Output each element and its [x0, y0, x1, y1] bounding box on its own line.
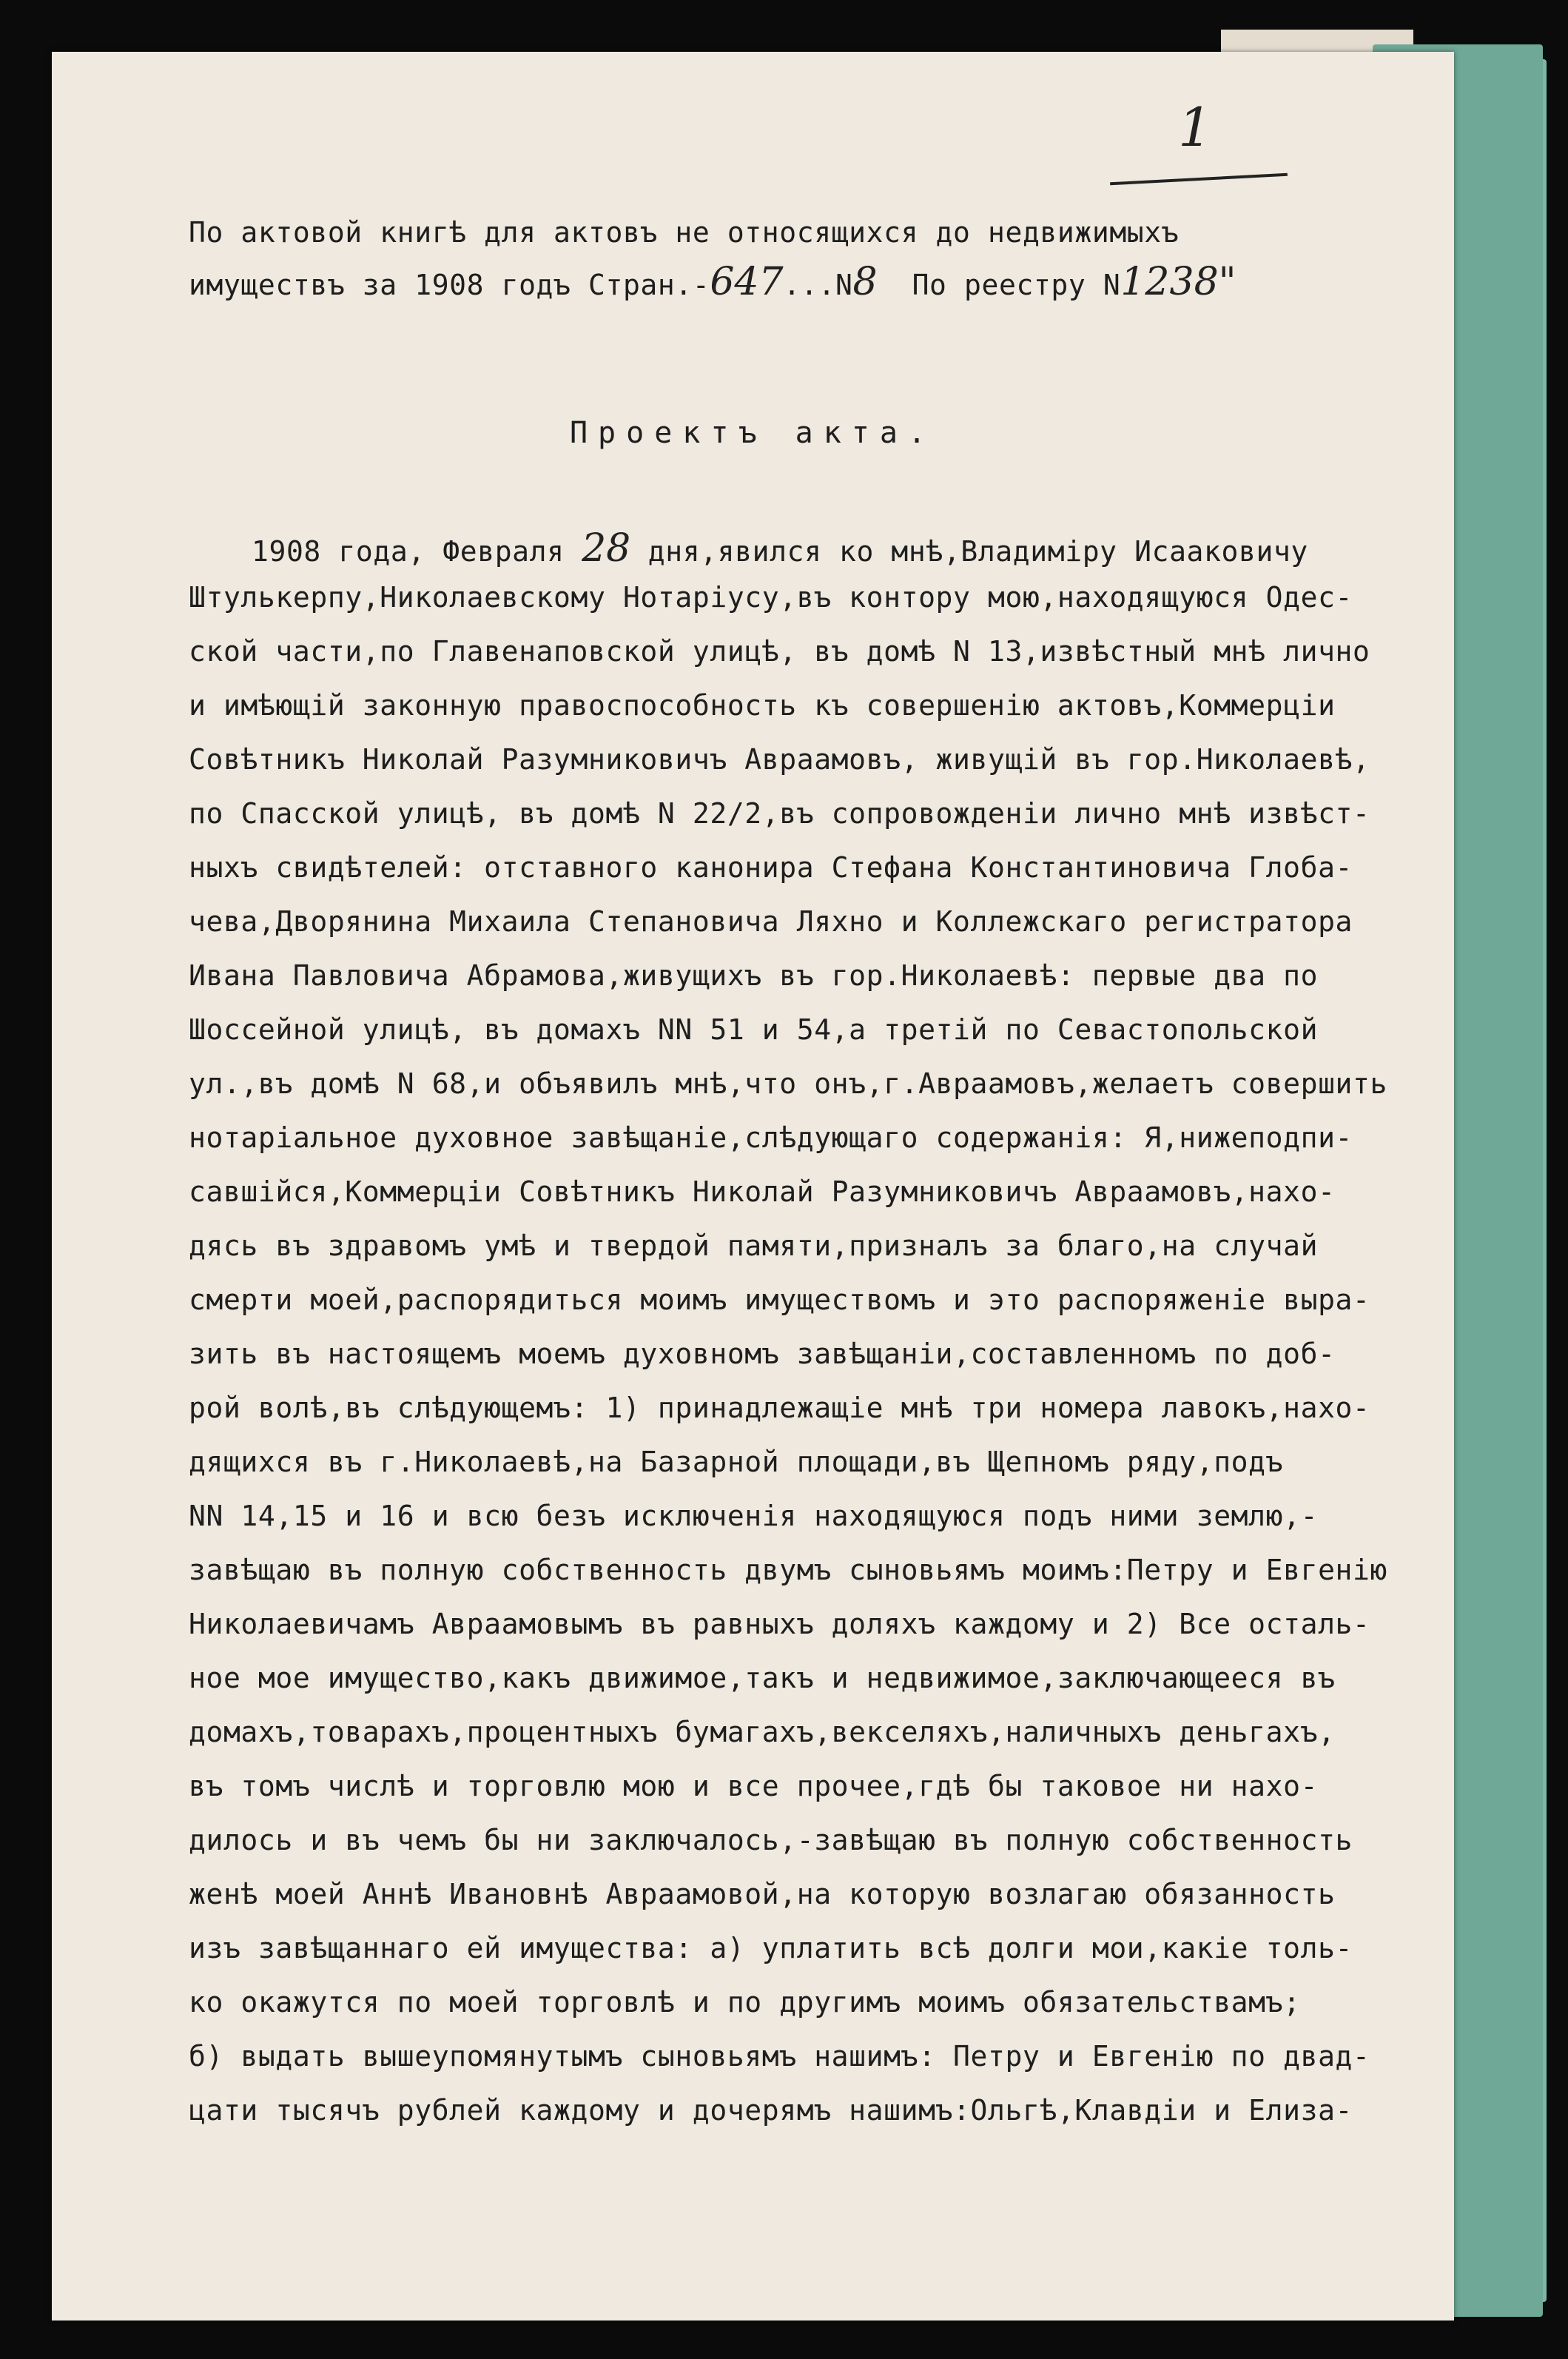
- document-page: [52, 52, 1454, 2321]
- header-line-2: [189, 260, 1447, 304]
- body-line: ныхъ свидѣтелей: отставного канонира Стефана Константиновича Глоба-: [189, 851, 1353, 884]
- body-line: зить въ настоящемъ моемъ духовномъ завѣщанiи,составленномъ по доб-: [189, 1338, 1336, 1370]
- body-line: въ томъ числѣ и торговлю мою и все прочее,гдѣ бы таковое ни нахо-: [189, 1770, 1319, 1802]
- body-line: Ивана Павловича Абрамова,живущихъ въ гор.Николаевѣ: первые два по: [189, 959, 1319, 992]
- body-first-line-suffix: дня,явился ко мнѣ,Владимiру Исааковичу: [630, 535, 1308, 568]
- header-line-2-mid: ...N: [783, 269, 853, 301]
- body-line: чева,Дворянина Михаила Степановича Ляхно и Коллежскаго регистратора: [189, 905, 1353, 938]
- body-line: изъ завѣщаннаго ей имущества: а) уплатить всѣ долги мои,какiе толь-: [189, 1932, 1353, 1964]
- body-line: Шоссейной улицѣ, въ домахъ NN 51 и 54,а третiй по Севастопольской: [189, 1013, 1319, 1046]
- body-line: Николаевичамъ Авраамовымъ въ равныхъ доляхъ каждому и 2) Все осталь-: [189, 1608, 1370, 1640]
- body-first-line-prefix: 1908 года, Февраля: [252, 535, 582, 568]
- body-line: женѣ моей Аннѣ Ивановнѣ Авраамовой,на которую возлагаю обязанность: [189, 1878, 1336, 1910]
- body-line: нотарiальное духовное завѣщанiе,слѣдующаго содержанiя: Я,нижеподпи-: [189, 1121, 1353, 1154]
- body-line: дясь въ здравомъ умѣ и твердой памяти,призналъ за благо,на случай: [189, 1229, 1319, 1262]
- body-line: ное мое имущество,какъ движимое,такъ и недвижимое,заключающееся въ: [189, 1662, 1336, 1694]
- body-line: рой волѣ,въ слѣдующемъ: 1) принадлежащiе мнѣ три номера лавокъ,нахо-: [189, 1392, 1370, 1424]
- header-line-2-suffix: По реестру N: [877, 269, 1121, 301]
- body-line: ко окажутся по моей торговлѣ и по другимъ моимъ обязательствамъ;: [189, 1986, 1301, 2019]
- body-line: дящихся въ г.Николаевѣ,на Базарной площади,въ Щепномъ ряду,подъ: [189, 1446, 1284, 1478]
- body-line: дилось и въ чемъ бы ни заключалось,-завѣщаю въ полную собственность: [189, 1824, 1353, 1856]
- header-line-1: По актовой книгѣ для актовъ не относящихся до недвижимыхъ: [189, 216, 1180, 249]
- body-line: ул.,въ домѣ N 68,и объявилъ мнѣ,что онъ,г.Авраамовъ,желаетъ совершить: [189, 1067, 1387, 1100]
- body-line: по Спасской улицѣ, въ домѣ N 22/2,въ сопровожденiи лично мнѣ извѣст-: [189, 797, 1370, 830]
- body-line: Штулькерпу,Николаевскому Нотарiусу,въ контору мою,находящуюся Одес-: [189, 581, 1353, 614]
- body-first-line: [252, 526, 1510, 571]
- handwritten-day: 28: [582, 526, 631, 571]
- handwritten-registry-number: 1238": [1120, 260, 1236, 304]
- page-number: 1: [1117, 96, 1273, 163]
- body-line: ской части,по Главенаповской улицѣ, въ домѣ N 13,извѣстный мнѣ лично: [189, 635, 1370, 668]
- body-line: савшiйся,Коммерцiи Совѣтникъ Николай Разумниковичъ Авраамовъ,нахо-: [189, 1175, 1336, 1208]
- header-line-2-prefix: имуществъ за 1908 годъ Стран.-: [189, 269, 710, 301]
- handwritten-number: 8: [852, 260, 878, 304]
- body-line: б) выдать вышеупомянутымъ сыновьямъ нашимъ: Петру и Евгенiю по двад-: [189, 2040, 1370, 2073]
- body-line: домахъ,товарахъ,процентныхъ бумагахъ,векселяхъ,наличныхъ деньгахъ,: [189, 1716, 1336, 1748]
- document-title: Проектъ акта.: [569, 416, 937, 450]
- handwritten-page: 647: [710, 260, 784, 304]
- body-line: смерти моей,распорядиться моимъ имуществомъ и это распоряженiе выра-: [189, 1283, 1370, 1316]
- body-line: и имѣющiй законную правоспособность къ совершенiю актовъ,Коммерцiи: [189, 689, 1336, 722]
- body-line: NN 14,15 и 16 и всю безъ исключенiя находящуюся подъ ними землю,-: [189, 1500, 1319, 1532]
- body-line: завѣщаю въ полную собственность двумъ сыновьямъ моимъ:Петру и Евгенiю: [189, 1554, 1387, 1586]
- body-line: цати тысячъ рублей каждому и дочерямъ нашимъ:Ольгѣ,Клавдiи и Елиза-: [189, 2094, 1353, 2127]
- body-line: Совѣтникъ Николай Разумниковичъ Авраамовъ, живущiй въ гор.Николаевѣ,: [189, 743, 1370, 776]
